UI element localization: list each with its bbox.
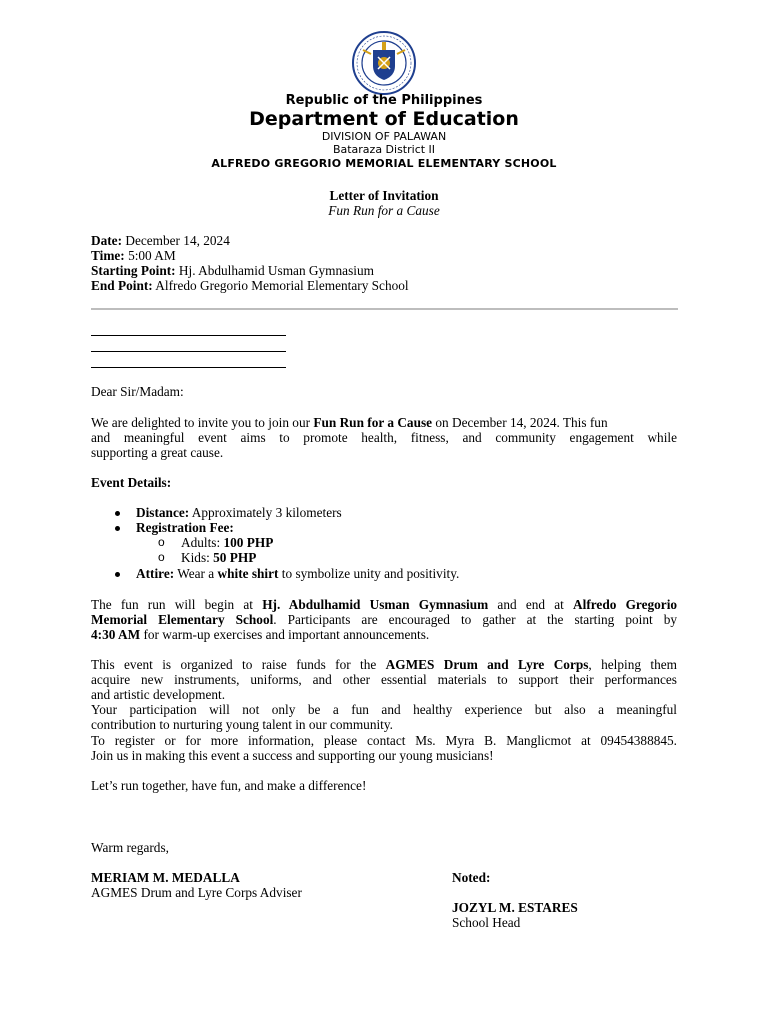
item-fee-kids: Kids: 50 PHP [181,550,257,565]
closing-line: Let’s run together, have fun, and make a difference! [91,778,367,793]
sender-title: AGMES Drum and Lyre Corps Adviser [91,885,302,900]
noted-label: Noted: [452,870,491,885]
bullet-fee [114,523,122,531]
paragraph-cause-line1: This event is organized to raise funds for the AGMES Drum and Lyre Corps, helping them [91,657,677,672]
deped-seal-logo [349,30,419,96]
letter-title: Letter of Invitation [329,188,439,203]
paragraph-contact-line2: Join us in making this event a success and supporting our young musicians! [91,748,494,763]
event-name: Fun Run for a Cause [313,415,433,430]
detail-end [91,278,677,293]
date-label: Date: [91,233,123,248]
paragraph-route-line2: Memorial Elementary School. Participants are encouraged to gather at the starting point by [91,612,677,627]
salutation: Dear Sir/Madam: [91,384,184,399]
time-value: 5:00 AM [128,248,176,263]
start-label: Starting Point: [91,263,176,278]
end-value: Alfredo Gregorio Memorial Elementary School [155,278,409,293]
time-label: Time: [91,248,125,263]
end-label: End Point: [91,278,153,293]
detail-start [91,263,677,278]
bullet-attire [114,569,122,577]
header-republic: Republic of the Philippines [285,93,483,108]
paragraph-route-line3: 4:30 AM for warm-up exercises and important announcements. [91,627,430,642]
item-fee-adults: Adults: 100 PHP [181,535,274,550]
recipient-line-1 [91,335,286,336]
paragraph-intro-line3: supporting a great cause. [91,445,224,460]
paragraph-intro-line1: We are delighted to invite you to join our Fun Run for a Cause on December 14, 2024. This fun [91,415,608,430]
sub-bullet-kids: o [158,550,165,564]
item-attire: Attire: Wear a white shirt to symbolize unity and positivity. [136,566,460,581]
sender-name: MERIAM M. MEDALLA [91,870,240,885]
paragraph-participation-line2: contribution to nurturing young talent in our community. [91,717,393,732]
item-distance: Distance: Approximately 3 kilometers [136,505,342,520]
paragraph-cause-line2: acquire new instruments, uniforms, and other essential materials to support their performances [91,672,677,687]
item-registration-fee: Registration Fee: [136,520,234,535]
start-value: Hj. Abdulhamid Usman Gymnasium [178,263,374,278]
paragraph-route-line1: The fun run will begin at Hj. Abdulhamid Usman Gymnasium and end at Alfredo Gregorio [91,597,678,612]
paragraph-cause-line3: and artistic development. [91,687,226,702]
paragraph-contact-line1: To register or for more information, please contact Ms. Myra B. Manglicmot at 09454388845. [91,733,677,748]
event-details-heading: Event Details: [91,475,172,490]
sub-bullet-adults: o [158,535,165,549]
recipient-line-3 [91,367,286,368]
date-value: December 14, 2024 [125,233,230,248]
bullet-distance [114,508,122,516]
header-department: Department of Education [249,108,519,130]
noter-name: JOZYL M. ESTARES [452,900,578,915]
header-district: Bataraza District II [332,143,436,156]
regards: Warm regards, [91,840,169,855]
header-school: ALFREDO GREGORIO MEMORIAL ELEMENTARY SCHOOL [211,157,557,170]
detail-date [91,233,677,248]
divider-rule [91,308,678,310]
noter-title: School Head [452,915,521,930]
header-division: DIVISION OF PALAWAN [321,130,447,143]
recipient-line-2 [91,351,286,352]
paragraph-intro-line2: and meaningful event aims to promote health, fitness, and community engagement while [91,430,677,445]
detail-time [91,248,677,263]
letter-subtitle: Fun Run for a Cause [328,203,440,218]
paragraph-participation-line1: Your participation will not only be a fun and healthy experience but also a meaningful [91,702,677,717]
